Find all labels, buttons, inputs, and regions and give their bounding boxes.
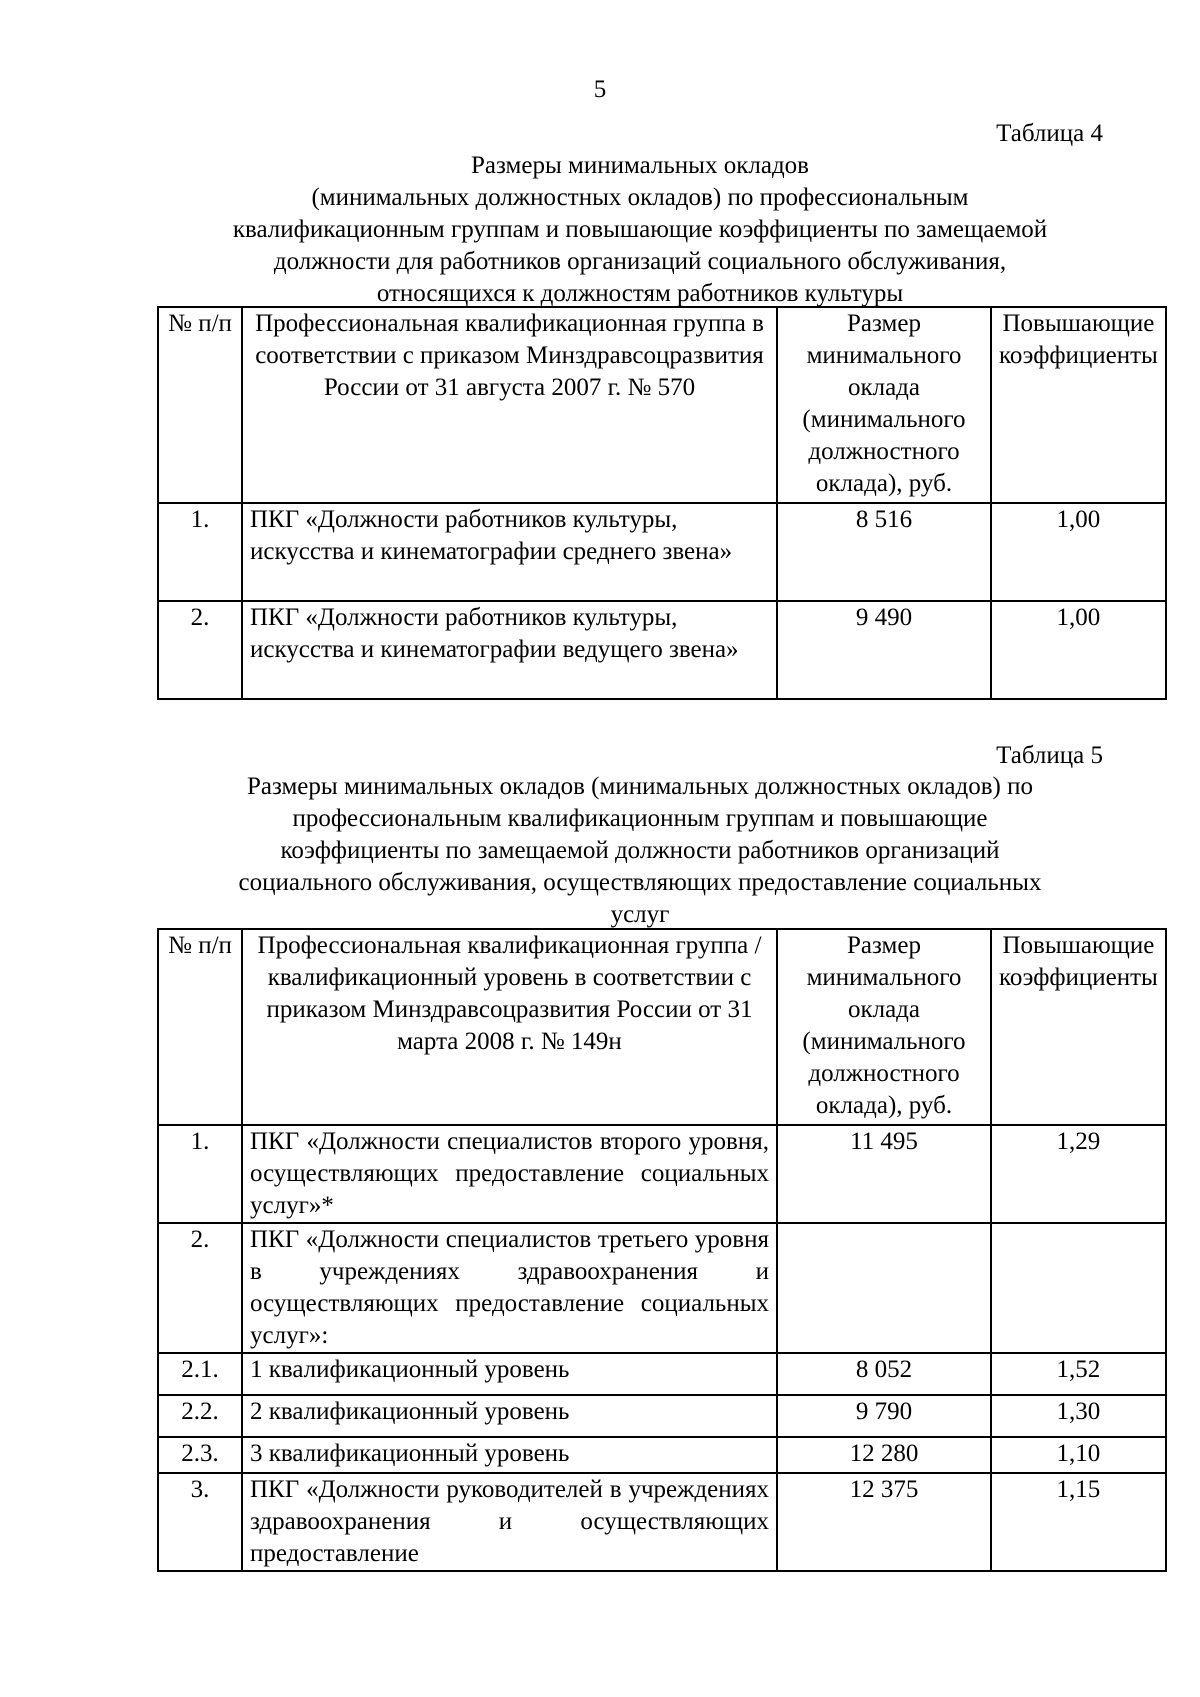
row-coef: 1,15 xyxy=(991,1473,1166,1571)
row-num: 2. xyxy=(158,601,242,699)
header-pkg: Профессиональная квалификационная группа в соответствии с приказом Минздравсоцразвития России от 31 августа 2007 г. № 570 xyxy=(242,307,777,503)
row-num: 2.3. xyxy=(158,1437,242,1473)
row-salary: 8 052 xyxy=(777,1353,991,1395)
table-row xyxy=(158,1437,1166,1473)
table5-label: Таблица 5 xyxy=(996,742,1103,769)
row-salary xyxy=(777,1223,991,1353)
header-pkg: Профессиональная квалификационная группа / квалификационный уровень в соответствии с приказом Минздравсоцразвития России от 31 марта 2008 г. № 149н xyxy=(242,929,777,1125)
table4-header-row xyxy=(158,307,1166,503)
row-pkg: ПКГ «Должности руководителей в учреждениях здравоохранения и осуществляющих предоставление xyxy=(242,1473,777,1571)
row-num: 2. xyxy=(158,1223,242,1353)
table5-title-line: Размеры минимальных окладов (минимальных должностных окладов) по xyxy=(246,773,1034,800)
row-pkg: 3 квалификационный уровень xyxy=(242,1437,777,1473)
table-row xyxy=(158,1353,1166,1395)
header-salary: Размер минимального оклада (минимального должностного оклада), руб. xyxy=(777,929,991,1125)
row-coef: 1,00 xyxy=(991,601,1166,699)
row-salary: 11 495 xyxy=(777,1125,991,1223)
row-coef: 1,10 xyxy=(991,1437,1166,1473)
table4-label: Таблица 4 xyxy=(996,120,1103,147)
row-num: 1. xyxy=(158,503,242,601)
header-num: № п/п xyxy=(158,929,242,1125)
page-number: 5 xyxy=(593,76,607,103)
row-coef: 1,52 xyxy=(991,1353,1166,1395)
row-num: 2.1. xyxy=(158,1353,242,1395)
table5-title xyxy=(160,771,1120,931)
table5-title-line: профессиональным квалификационным группам и повышающие xyxy=(292,805,988,832)
table5-title-line: услуг xyxy=(610,901,670,928)
row-salary: 9 490 xyxy=(777,601,991,699)
row-coef: 1,29 xyxy=(991,1125,1166,1223)
header-salary: Размер минимального оклада (минимального должностного оклада), руб. xyxy=(777,307,991,503)
table4-title-line: относящихся к должностям работников культуры xyxy=(376,280,904,307)
table-row xyxy=(158,1473,1166,1571)
row-salary: 12 375 xyxy=(777,1473,991,1571)
row-pkg: ПКГ «Должности работников культуры, искусства и кинематографии среднего звена» xyxy=(242,503,777,601)
table-row xyxy=(158,503,1166,601)
header-coef: Повышающие коэффициенты xyxy=(991,929,1166,1125)
table4 xyxy=(157,306,1167,700)
table4-title xyxy=(160,150,1120,310)
row-salary: 8 516 xyxy=(777,503,991,601)
row-coef: 1,00 xyxy=(991,503,1166,601)
row-pkg: ПКГ «Должности работников культуры, искусства и кинематографии ведущего звена» xyxy=(242,601,777,699)
table-row xyxy=(158,1223,1166,1353)
table-row xyxy=(158,1395,1166,1437)
row-num: 1. xyxy=(158,1125,242,1223)
table5-title-line: социального обслуживания, осуществляющих предоставление социальных xyxy=(238,869,1042,896)
row-salary: 9 790 xyxy=(777,1395,991,1437)
table5-header-row xyxy=(158,929,1166,1125)
row-num: 3. xyxy=(158,1473,242,1571)
row-coef xyxy=(991,1223,1166,1353)
row-pkg: ПКГ «Должности специалистов второго уровня, осуществляющих предоставление социальных услуг»* xyxy=(242,1125,777,1223)
header-num: № п/п xyxy=(158,307,242,503)
table4-title-line: должности для работников организаций социального обслуживания, xyxy=(273,248,1007,275)
row-num: 2.2. xyxy=(158,1395,242,1437)
table4-title-line: квалификационным группам и повышающие коэффициенты по замещаемой xyxy=(232,216,1048,243)
table-row xyxy=(158,601,1166,699)
table-row xyxy=(158,1125,1166,1223)
row-salary: 12 280 xyxy=(777,1437,991,1473)
row-pkg: ПКГ «Должности специалистов третьего уровня в учреждениях здравоохранения и осуществляющих предоставление социальных услуг»: xyxy=(242,1223,777,1353)
row-pkg: 2 квалификационный уровень xyxy=(242,1395,777,1437)
row-coef: 1,30 xyxy=(991,1395,1166,1437)
table5 xyxy=(157,928,1167,1572)
header-coef: Повышающие коэффициенты xyxy=(991,307,1166,503)
table4-title-line: (минимальных должностных окладов) по профессиональным xyxy=(311,184,969,211)
table4-title-line: Размеры минимальных окладов xyxy=(471,152,809,179)
table5-title-line: коэффициенты по замещаемой должности работников организаций xyxy=(280,837,1000,864)
row-pkg: 1 квалификационный уровень xyxy=(242,1353,777,1395)
